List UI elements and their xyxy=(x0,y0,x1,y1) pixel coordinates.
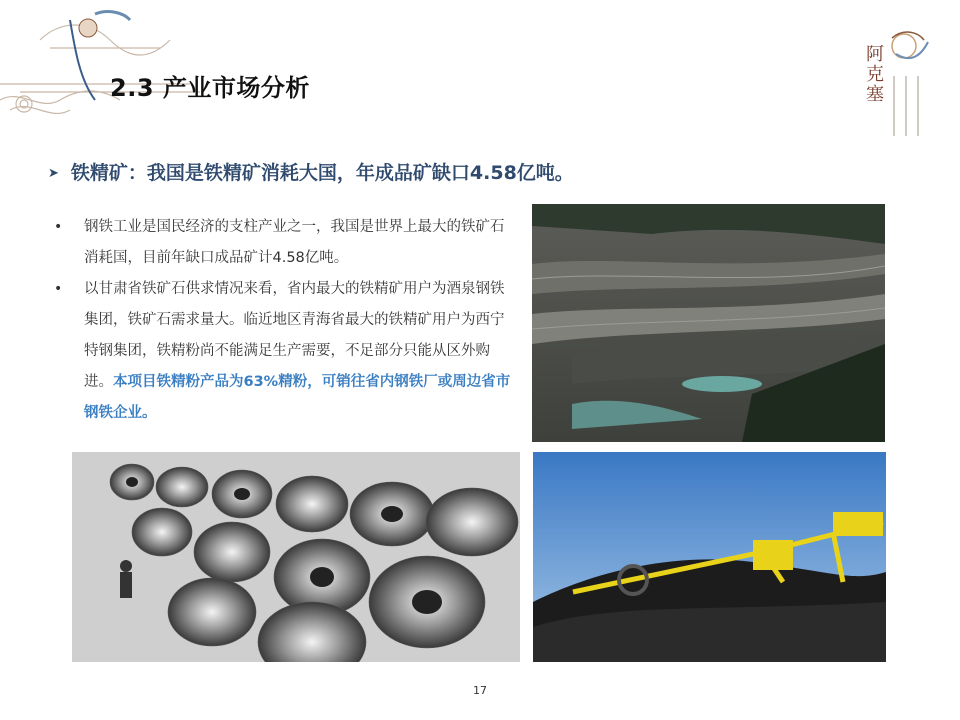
logo-text: 阿克塞 xyxy=(863,44,884,104)
coal-stockpile-photo xyxy=(533,452,886,662)
bullet-dot-icon: • xyxy=(54,281,63,297)
page-title: 2.3 产业市场分析 xyxy=(110,74,310,102)
subtitle-text: 铁精矿：我国是铁精矿消耗大国，年成品矿缺口4.58亿吨。 xyxy=(70,162,574,184)
bullet-list xyxy=(54,212,514,429)
open-pit-mine-photo xyxy=(532,204,885,442)
bullet-item xyxy=(54,212,514,274)
bullet-item xyxy=(54,274,514,429)
page-number: 17 xyxy=(473,684,487,697)
steel-coils-photo xyxy=(72,452,520,662)
bullet-dot-icon: • xyxy=(54,219,63,235)
arrow-right-icon: ➤ xyxy=(48,166,59,181)
bullet-text: 钢铁工业是国民经济的支柱产业之一，我国是世界上最大的铁矿石消耗国，目前年缺口成品矿计4.58亿吨。 xyxy=(84,219,505,266)
section-subtitle xyxy=(48,158,574,185)
decorative-cloud-ornament xyxy=(0,0,200,130)
bullet-text: 以甘肃省铁矿石供求情况来看，省内最大的铁精矿用户为酒泉钢铁集团，铁矿石需求量大。临近地区青海省最大的铁精矿用户为西宁特钢集团，铁精粉尚不能满足生产需要，不足部分只能从区外购进。 xyxy=(84,281,505,390)
bullet-highlight-text: 本项目铁精粉产品为63%精粉，可销往省内钢铁厂或周边省市钢铁企业。 xyxy=(84,374,511,421)
